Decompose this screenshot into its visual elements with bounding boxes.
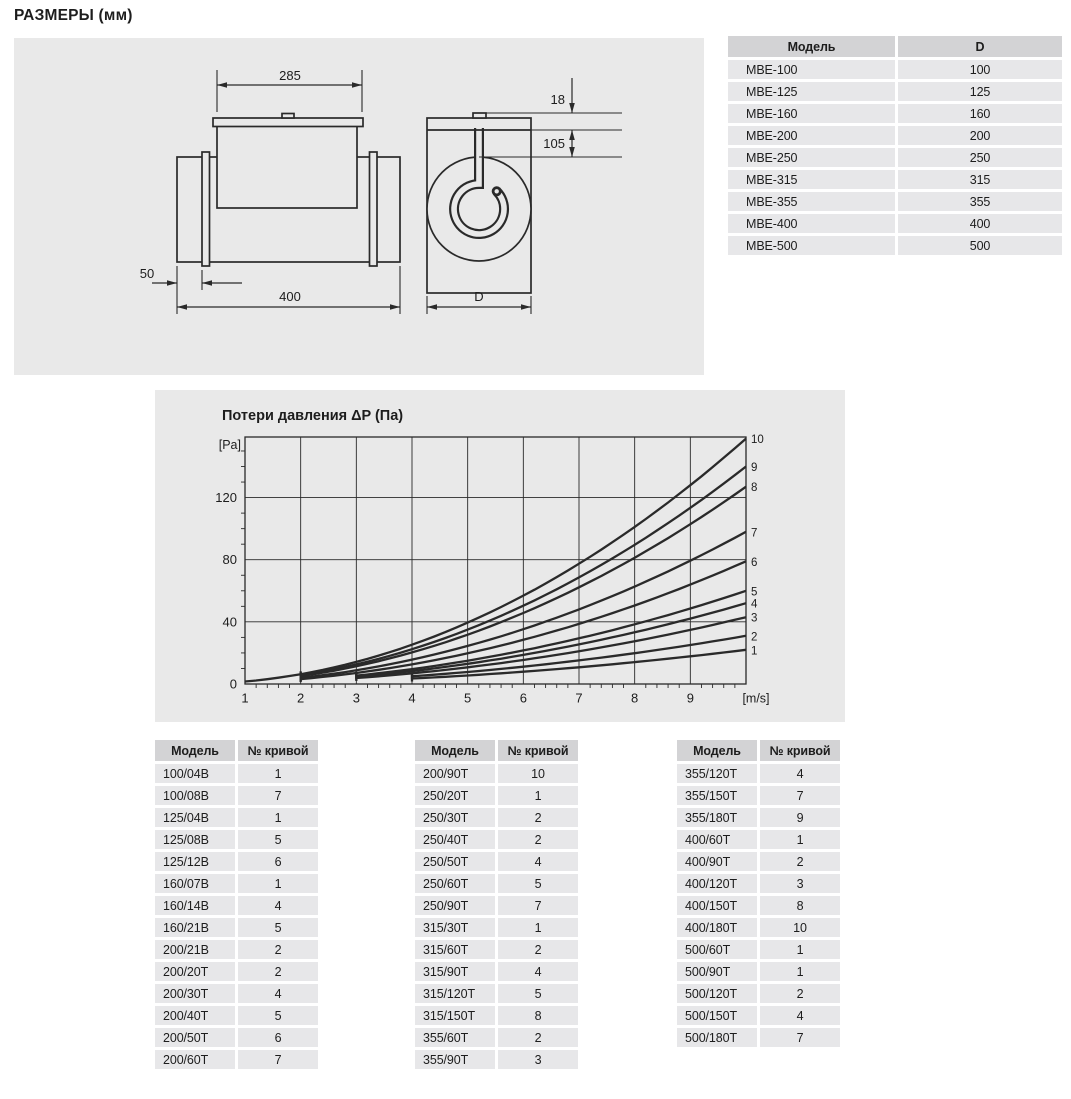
dim-offset-label: 50 — [139, 266, 155, 281]
curve-table-1 — [155, 740, 318, 1069]
cell-value: 3 — [498, 1050, 578, 1069]
cell-value: 355 — [898, 192, 1062, 211]
cell-model: 100/04B — [155, 764, 235, 783]
cell-model: 400/180T — [677, 918, 757, 937]
dimensions-drawing-panel — [14, 38, 704, 375]
cell-value: 10 — [498, 764, 578, 783]
col-header-curve: № кривой — [760, 740, 840, 761]
curve-label-3: 3 — [751, 612, 758, 625]
cell-model: 355/180T — [677, 808, 757, 827]
cell-value: 7 — [760, 786, 840, 805]
col-header-curve: № кривой — [238, 740, 318, 761]
left-clamp-flange — [202, 152, 210, 266]
x-tick-label: 8 — [631, 690, 639, 706]
cell-model: 200/60T — [155, 1050, 235, 1069]
cell-value: 1 — [238, 764, 318, 783]
cell-model: 500/120T — [677, 984, 757, 1003]
cell-model: 355/120T — [677, 764, 757, 783]
cell-value: 1 — [760, 830, 840, 849]
cell-model: 100/08B — [155, 786, 235, 805]
cell-model: 125/04B — [155, 808, 235, 827]
curve-table-3 — [677, 740, 840, 1047]
col-header-model: Модель — [155, 740, 235, 761]
cell-value: 2 — [498, 830, 578, 849]
cell-model: 315/90T — [415, 962, 495, 981]
cell-value: 6 — [238, 1028, 318, 1047]
cell-model: 400/90T — [677, 852, 757, 871]
cell-value: 4 — [498, 962, 578, 981]
cell-value: 400 — [898, 214, 1062, 233]
dim-box-width-label: 285 — [279, 68, 301, 83]
curve-table-2 — [415, 740, 578, 1069]
cell-value: 7 — [498, 896, 578, 915]
x-tick-label: 9 — [686, 690, 694, 706]
cell-value: 4 — [760, 764, 840, 783]
x-axis-unit: [m/s] — [742, 691, 770, 706]
curve-4 — [356, 603, 746, 677]
pressure-loss-chart — [155, 390, 845, 722]
cell-model: 250/50T — [415, 852, 495, 871]
cell-value: 2 — [238, 962, 318, 981]
cell-model: 200/50T — [155, 1028, 235, 1047]
cell-model: 315/150T — [415, 1006, 495, 1025]
cell-model: 200/40T — [155, 1006, 235, 1025]
cell-value: 1 — [498, 786, 578, 805]
curve-label-4: 4 — [751, 598, 758, 611]
cell-value: 1 — [760, 940, 840, 959]
chart-plot-area — [215, 434, 764, 705]
cell-model: 315/30T — [415, 918, 495, 937]
x-tick-label: 6 — [519, 690, 527, 706]
cell-value: 5 — [238, 830, 318, 849]
cell-model: 500/60T — [677, 940, 757, 959]
cell-value: 10 — [760, 918, 840, 937]
cell-model: MBE-315 — [728, 170, 895, 189]
cell-value: 125 — [898, 82, 1062, 101]
cell-value: 5 — [498, 984, 578, 1003]
curve-label-10: 10 — [751, 434, 764, 447]
curve-label-7: 7 — [751, 527, 758, 540]
cell-value: 3 — [760, 874, 840, 893]
cell-value: 250 — [898, 148, 1062, 167]
cell-model: 400/150T — [677, 896, 757, 915]
cell-value: 2 — [760, 852, 840, 871]
col-header-d: D — [898, 36, 1062, 57]
dim-diameter-label: D — [474, 289, 484, 304]
curve-label-5: 5 — [751, 586, 758, 599]
cell-model: MBE-200 — [728, 126, 895, 145]
cell-model: 200/20T — [155, 962, 235, 981]
duct-heater-drawing — [14, 38, 704, 375]
cell-model: 400/120T — [677, 874, 757, 893]
curve-label-2: 2 — [751, 631, 758, 644]
cell-value: 8 — [760, 896, 840, 915]
dim-depth-label: 105 — [543, 136, 565, 151]
cell-model: MBE-355 — [728, 192, 895, 211]
cell-value: 200 — [898, 126, 1062, 145]
col-header-model: Модель — [728, 36, 895, 57]
cell-model: 315/120T — [415, 984, 495, 1003]
y-tick-label: 80 — [222, 552, 237, 568]
y-tick-label: 40 — [222, 614, 237, 630]
cell-model: 125/12B — [155, 852, 235, 871]
cell-model: MBE-125 — [728, 82, 895, 101]
cell-value: 7 — [238, 1050, 318, 1069]
chart-title: Потери давления ΔP (Па) — [222, 408, 404, 424]
x-tick-label: 3 — [352, 690, 360, 706]
cell-model: 250/60T — [415, 874, 495, 893]
cell-value: 7 — [238, 786, 318, 805]
dim-length-label: 400 — [279, 289, 301, 304]
cell-model: 355/90T — [415, 1050, 495, 1069]
x-tick-label: 4 — [408, 690, 416, 706]
cell-model: 250/20T — [415, 786, 495, 805]
cell-model: 400/60T — [677, 830, 757, 849]
curve-label-9: 9 — [751, 462, 758, 475]
y-tick-label: 120 — [215, 490, 237, 506]
cell-model: 315/60T — [415, 940, 495, 959]
cell-model: 200/21B — [155, 940, 235, 959]
page-title: РАЗМЕРЫ (мм) — [14, 7, 133, 24]
cell-value: 1 — [498, 918, 578, 937]
cell-value: 160 — [898, 104, 1062, 123]
y-tick-label: 0 — [229, 676, 237, 692]
x-tick-label: 1 — [241, 690, 249, 706]
col-header-model: Модель — [415, 740, 495, 761]
cell-model: 200/90T — [415, 764, 495, 783]
curve-label-6: 6 — [751, 556, 758, 569]
terminal-box — [217, 126, 357, 208]
cell-model: 160/14B — [155, 896, 235, 915]
front-view — [177, 114, 400, 267]
cell-value: 5 — [498, 874, 578, 893]
cell-value: 4 — [238, 984, 318, 1003]
cell-value: 7 — [760, 1028, 840, 1047]
cell-value: 2 — [498, 1028, 578, 1047]
pressure-loss-chart-panel — [155, 390, 845, 722]
cell-model: 355/60T — [415, 1028, 495, 1047]
cell-value: 500 — [898, 236, 1062, 255]
cell-model: 160/07B — [155, 874, 235, 893]
model-dimension-table — [728, 36, 1062, 255]
cell-model: MBE-500 — [728, 236, 895, 255]
y-axis-unit: [Pa] — [218, 438, 241, 452]
cell-model: 250/30T — [415, 808, 495, 827]
col-header-model: Модель — [677, 740, 757, 761]
cell-value: 1 — [238, 808, 318, 827]
curve-label-1: 1 — [751, 645, 758, 658]
cell-model: 355/150T — [677, 786, 757, 805]
cell-model: MBE-400 — [728, 214, 895, 233]
cell-model: 500/150T — [677, 1006, 757, 1025]
cell-value: 100 — [898, 60, 1062, 79]
cell-value: 1 — [760, 962, 840, 981]
cell-value: 5 — [238, 1006, 318, 1025]
cell-value: 2 — [238, 940, 318, 959]
cell-value: 5 — [238, 918, 318, 937]
x-tick-label: 7 — [575, 690, 583, 706]
cell-model: MBE-160 — [728, 104, 895, 123]
cell-value: 2 — [498, 808, 578, 827]
cell-value: 4 — [238, 896, 318, 915]
cell-model: MBE-250 — [728, 148, 895, 167]
x-tick-label: 5 — [464, 690, 472, 706]
cell-value: 2 — [760, 984, 840, 1003]
cell-model: 250/40T — [415, 830, 495, 849]
cell-model: 125/08B — [155, 830, 235, 849]
cell-value: 4 — [760, 1006, 840, 1025]
cell-value: 2 — [498, 940, 578, 959]
cell-model: 200/30T — [155, 984, 235, 1003]
cell-model: MBE-100 — [728, 60, 895, 79]
cell-value: 6 — [238, 852, 318, 871]
col-header-curve: № кривой — [498, 740, 578, 761]
cable-gland — [282, 114, 294, 119]
curve-label-8: 8 — [751, 482, 758, 495]
cell-value: 8 — [498, 1006, 578, 1025]
cable-gland-side — [473, 113, 486, 118]
terminal-box-lid — [213, 118, 363, 127]
element-tip-inner — [495, 189, 499, 193]
cell-value: 315 — [898, 170, 1062, 189]
cell-model: 250/90T — [415, 896, 495, 915]
cell-value: 9 — [760, 808, 840, 827]
cell-model: 160/21B — [155, 918, 235, 937]
cell-value: 4 — [498, 852, 578, 871]
right-clamp-flange — [370, 152, 378, 266]
cell-value: 1 — [238, 874, 318, 893]
cell-model: 500/180T — [677, 1028, 757, 1047]
x-tick-label: 2 — [297, 690, 305, 706]
side-view — [427, 113, 531, 293]
dim-lid-label: 18 — [550, 92, 565, 107]
cell-model: 500/90T — [677, 962, 757, 981]
